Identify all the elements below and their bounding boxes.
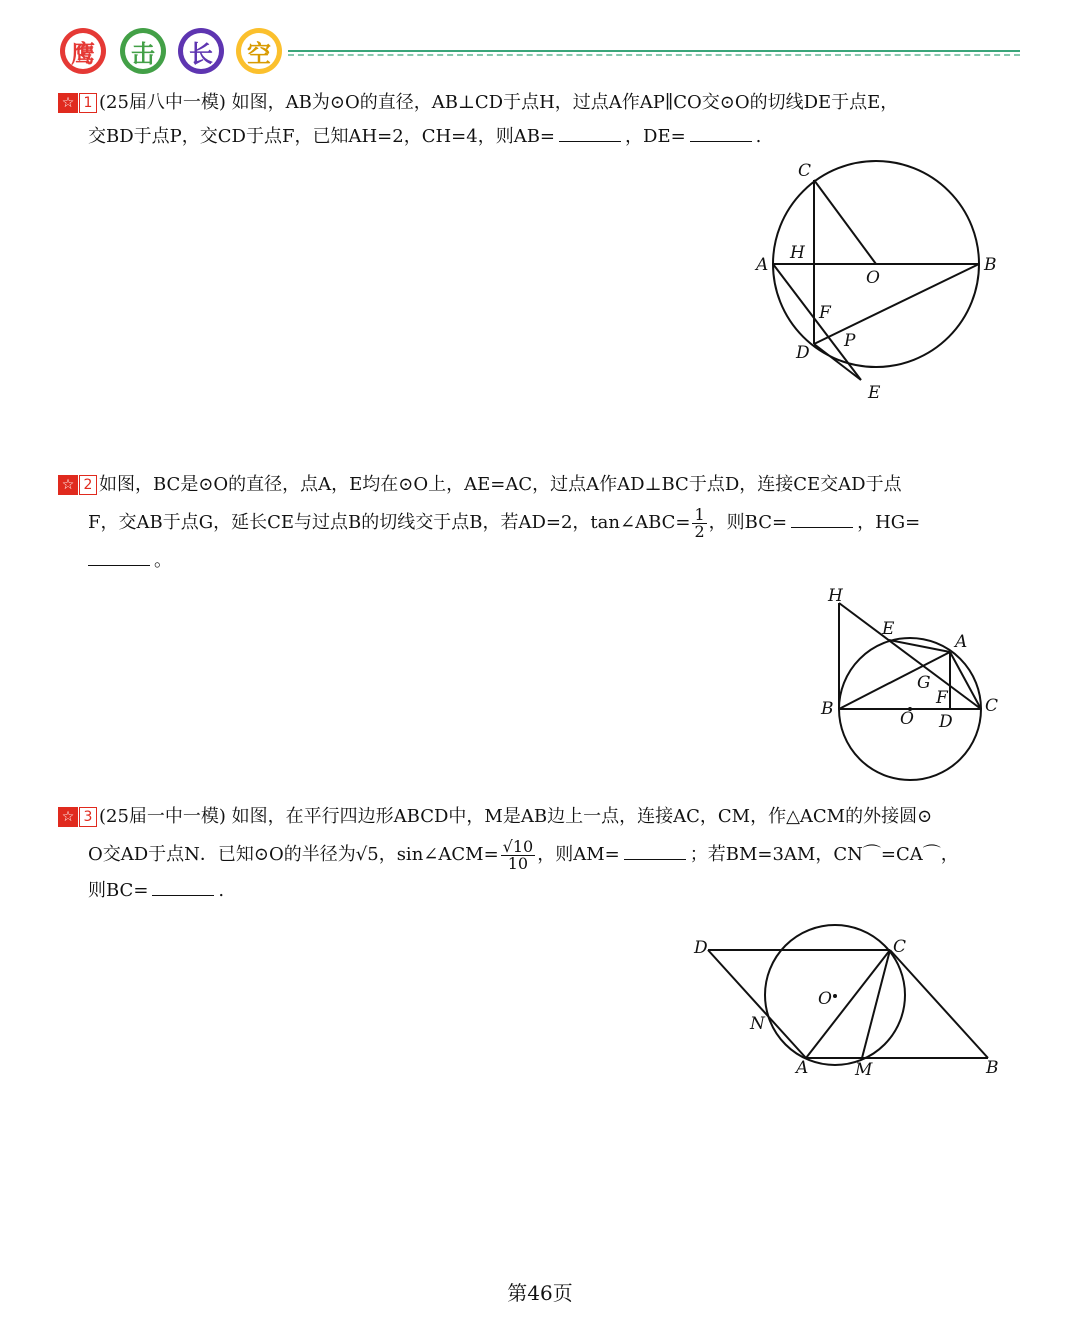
badge-chang: 长 [178,28,224,74]
segment-hc [839,603,981,709]
answer-blank[interactable] [88,547,150,566]
question-marker [58,93,97,113]
question-text-line: ；若BM=3AM，CN⌒=CA⌒， [689,844,959,865]
segment-ba [839,652,950,709]
label-c: C [798,161,812,181]
header-divider-dashed [288,54,1020,56]
fraction-denominator: 2 [694,521,705,541]
figure-2 [820,584,1005,784]
punctuation: . [755,126,762,147]
question-text-line: 交BD于点P，交CD于点F，已知AH=2，CH=4，则AB= [88,126,556,147]
question-text-line: ，则AM= [537,844,620,865]
label-f: F [936,688,948,708]
label-b: B [986,1058,999,1078]
question-number: 1 [79,93,97,113]
segment-ac [950,652,981,709]
center-point [833,994,837,998]
punctuation: . [218,880,225,901]
label-a: A [796,1058,809,1078]
question-text-line: ，则BC= [708,512,788,533]
label-d: D [694,938,708,958]
label-f: F [819,303,831,323]
label-o: O [866,268,880,288]
question-text-line: F，交AB于点G，延长CE与过点B的切线交于点B，若AD=2，tan∠ABC= [88,512,691,533]
header-divider [288,50,1020,52]
segment-ae [773,264,861,380]
question-marker [58,475,97,495]
question-number: 2 [79,475,97,495]
answer-blank[interactable] [152,877,214,896]
badge-ji: 击 [120,28,166,74]
label-a: A [756,255,769,275]
fraction [692,504,706,541]
header-logo-bar [60,28,970,78]
label-o: O [818,989,832,1009]
figure-1 [745,155,1005,410]
question-text-line: ，DE= [625,126,686,147]
answer-blank[interactable] [559,123,621,142]
punctuation: 。 [154,550,172,571]
label-a: A [955,632,968,652]
star-icon: ☆ [58,807,78,827]
label-p: P [844,331,856,351]
answer-blank[interactable] [791,509,853,528]
question-text-line: O交AD于点N．已知⊙O的半径为√5，sin∠ACM= [88,844,499,865]
label-o: O [900,709,914,729]
fraction [501,836,536,873]
page-number: 第46页 [507,1281,573,1305]
label-c: C [985,696,999,716]
star-icon: ☆ [58,475,78,495]
label-c: C [893,937,907,957]
label-m: M [855,1060,873,1080]
fraction-numerator: 1 [694,504,705,524]
question-text-line: 则BC= [88,880,149,901]
question-text-line: 如图，BC是⊙O的直径，点A，E均在⊙O上，AE=AC，过点A作AD⊥BC于点D，连接CE交AD于点 [99,474,902,495]
answer-blank[interactable] [624,841,686,860]
star-icon: ☆ [58,93,78,113]
question-marker [58,807,97,827]
fraction-numerator: √10 [502,836,534,856]
question-text-line: (25届八中一模) 如图，AB为⊙O的直径，AB⊥CD于点H，过点A作AP∥CO交⊙O的切线DE于点E， [99,92,899,113]
question-number: 3 [79,807,97,827]
segment-da [708,950,806,1058]
badge-ying: 鹰 [60,28,106,74]
question-3 [58,800,1008,908]
label-e: E [868,383,881,403]
badge-kong: 空 [236,28,282,74]
label-h: H [790,243,805,263]
question-1 [58,86,1008,154]
segment-co [814,180,876,264]
figure-3 [690,930,1005,1080]
question-text-line: ，HG= [857,512,921,533]
label-d: D [939,712,953,732]
label-b: B [984,255,997,275]
label-b: B [821,699,834,719]
question-2 [58,468,1008,578]
label-h: H [828,586,843,606]
label-e: E [882,619,895,639]
answer-blank[interactable] [690,123,752,142]
fraction-denominator: 10 [507,853,529,873]
question-text-line: (25届一中一模) 如图，在平行四边形ABCD中，M是AB边上一点，连接AC，CM，作△ACM的外接圆⊙ [99,806,933,827]
label-d: D [796,343,810,363]
label-n: N [750,1014,765,1034]
label-g: G [917,673,931,693]
